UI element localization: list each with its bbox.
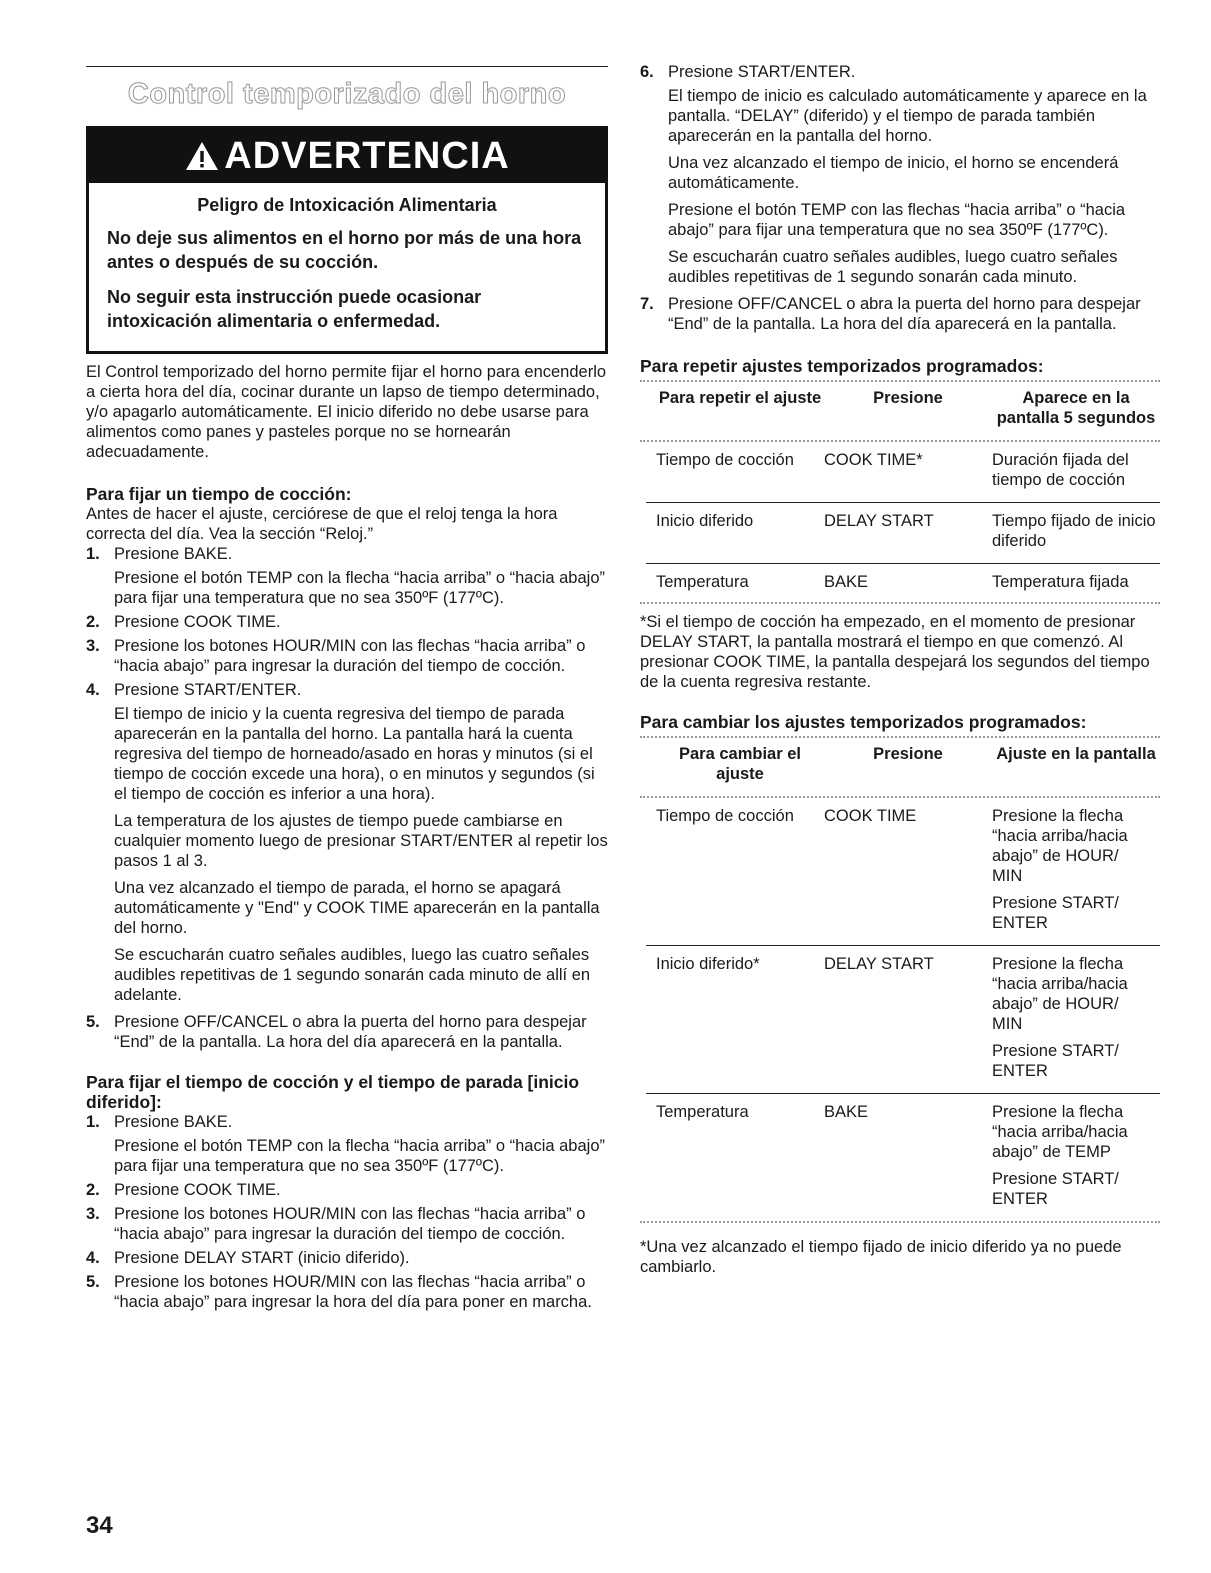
step-detail: El tiempo de inicio es calculado automáticamente y aparece en la pantalla. “DELAY” (diferido) y el tiempo de parada también aparecerán en la pantalla del horno. [668,87,1147,145]
table1-heading: Para repetir ajustes temporizados programados: [640,356,1044,376]
warning-subtitle: Peligro de Intoxicación Alimentaria [197,195,497,215]
list-item: 1. Presione BAKE. [86,545,233,563]
section1-intro: Antes de hacer el ajuste, cerciórese de que el reloj tenga la hora correcta del día. Vea la sección “Reloj.” [86,505,558,543]
list-item: 5. Presione OFF/CANCEL o abra la puerta del horno para despejar “End” de la pantalla. La hora del día aparecerá en la pantalla. [86,1013,587,1051]
section2-steps [86,1112,608,1312]
top-rule [86,66,608,67]
table-row: Inicio diferido* DELAY START Presione la flecha “hacia arriba/hacia abajo” de HOUR/ MIN Presione START/ ENTER [646,946,1160,1094]
step-detail: Una vez alcanzado el tiempo de inicio, el horno se encenderá automáticamente. [668,154,1119,192]
warning-triangle-icon [184,140,220,172]
column-header: Presione [873,745,943,763]
list-item: 6. Presione START/ENTER. [640,63,856,81]
step-detail: La temperatura de los ajustes de tiempo puede cambiarse en cualquier momento luego de presionar START/ENTER al repetir los pasos 1 al 3. [114,812,608,870]
right-column [640,62,1160,1277]
list-item: 3. Presione los botones HOUR/MIN con las flechas “hacia arriba” o “hacia abajo” para ingresar la duración del tiempo de cocción. [86,637,586,675]
list-item: 2. Presione COOK TIME. [86,1181,281,1199]
table-header-row [646,388,1160,428]
list-item: 1. Presione BAKE. [86,1113,233,1131]
left-column [86,362,608,1312]
section1-steps [86,544,608,1052]
divider [640,602,1160,604]
warning-text-1: No deje sus alimentos en el horno por más de una hora antes o después de su cocción. [107,228,582,272]
column-header: Para cambiar el ajuste [679,745,801,783]
repeat-settings-table [646,388,1160,602]
warning-heading: ADVERTENCIA [224,135,510,177]
section2-heading: Para fijar el tiempo de cocción y el tiempo de parada [inicio diferido]: [86,1072,580,1112]
step-detail: Se escucharán cuatro señales audibles, luego las cuatro señales audibles repetitivas de 1 segundo sonarán cada minuto de allí en adelante. [114,946,591,1004]
table-row: Temperatura BAKE Presione la flecha “hacia arriba/hacia abajo” de TEMP Presione START/ ENTER [646,1094,1160,1222]
divider [640,1221,1160,1223]
table-header-row [646,744,1160,784]
divider [640,736,1160,738]
step-detail: El tiempo de inicio y la cuenta regresiva del tiempo de parada aparecerán en la pantalla del horno. La pantalla hará la cuenta regresiva del tiempo de horneado/asado en horas y minutos (si el tiempo de cocción excede una hora), o en minutos y segundos (si el tiempo de cocción es inferior a una hora). [114,705,595,803]
warning-header [89,129,605,183]
step-detail: Se escucharán cuatro señales audibles, luego cuatro señales audibles repetitivas de 1 segundo sonarán cada minuto. [668,248,1118,286]
table-row: Tiempo de cocción COOK TIME* Duración fijada del tiempo de cocción [656,451,1129,489]
column-header: Presione [873,389,943,407]
list-item: 7. Presione OFF/CANCEL o abra la puerta del horno para despejar “End” de la pantalla. La hora del día aparecerá en la pantalla. [640,295,1141,333]
column-header: Aparece en la pantalla 5 segundos [996,389,1156,427]
step-detail: Presione el botón TEMP con las flechas “hacia arriba” o “hacia abajo” para fijar una temperatura que no sea 350ºF (177ºC). [668,201,1126,239]
page-number: 34 [86,1512,113,1539]
list-item: 5. Presione los botones HOUR/MIN con las flechas “hacia arriba” o “hacia abajo” para ingresar la hora del día para poner en marcha. [86,1273,592,1311]
list-item: 2. Presione COOK TIME. [86,613,281,631]
list-item: 3. Presione los botones HOUR/MIN con las flechas “hacia arriba” o “hacia abajo” para ingresar la duración del tiempo de cocción. [86,1205,586,1243]
table1-note: *Si el tiempo de cocción ha empezado, en el momento de presionar DELAY START, la pantalla mostrará el tiempo en que comenzó. Al presionar COOK TIME, la pantalla despejará los segundos del tiempo de la cuenta regresiva restante. [640,613,1150,691]
table-row: Tiempo de cocción COOK TIME Presione la flecha “hacia arriba/hacia abajo” de HOUR/ MIN Presione START/ ENTER [656,807,1128,932]
column-header: Ajuste en la pantalla [996,745,1156,763]
table2-heading: Para cambiar los ajustes temporizados programados: [640,712,1087,732]
table-row: Temperatura BAKE Temperatura fijada [646,564,1160,603]
column-header: Para repetir el ajuste [658,389,822,407]
step-detail: Presione el botón TEMP con la flecha “hacia arriba” o “hacia abajo” para fijar una temperatura que no sea 350ºF (177ºC). [114,1137,605,1175]
table2-note: *Una vez alcanzado el tiempo fijado de inicio diferido ya no puede cambiarlo. [640,1238,1122,1276]
list-item: 4. Presione START/ENTER. [86,681,302,699]
warning-box [86,126,608,354]
list-item: 4. Presione DELAY START (inicio diferido). [86,1249,410,1267]
step-detail: Presione el botón TEMP con la flecha “hacia arriba” o “hacia abajo” para fijar una temperatura que no sea 350ºF (177ºC). [114,569,605,607]
page-title: Control temporizado del horno [127,78,567,110]
intro-paragraph: El Control temporizado del horno permite fijar el horno para encenderlo a cierta hora del día, cocinar durante un lapso de tiempo determinado, y/o apagarlo automáticamente. El inicio diferido no debe usarse para alimentos como panes y pasteles porque no se hornearán adecuadamente. [86,363,607,461]
section1-heading: Para fijar un tiempo de cocción: [86,484,352,504]
step-detail: Una vez alcanzado el tiempo de parada, el horno se apagará automáticamente y "End" y COOK TIME aparecerán en la pantalla del horno. [114,879,600,937]
table-row: Inicio diferido DELAY START Tiempo fijado de inicio diferido [646,503,1160,564]
divider [640,380,1160,382]
warning-text-2: No seguir esta instrucción puede ocasionar intoxicación alimentaria o enfermedad. [107,287,482,331]
change-settings-table [646,744,1160,1221]
